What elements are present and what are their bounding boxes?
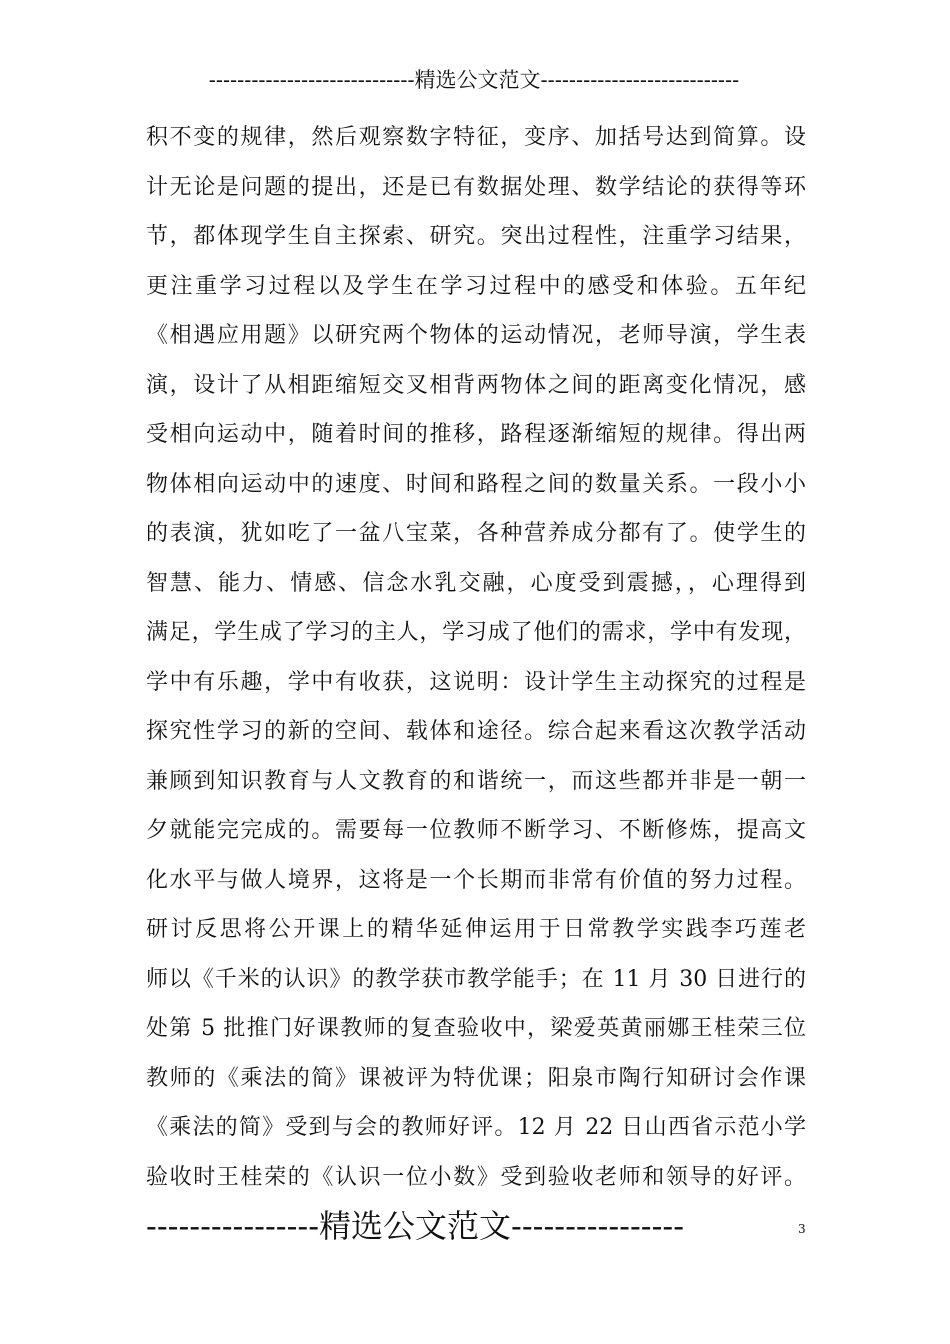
text-line: 《相遇应用题》以研究两个物体的运动情况，老师导演，学生表: [146, 323, 806, 348]
text-line: 积不变的规律，然后观察数字特征，变序、加括号达到简算。设: [146, 125, 806, 150]
page-footer: ----------------精选公文范文----------------: [146, 1207, 685, 1245]
text-line: 研讨反思将公开课上的精华延伸运用于日常教学实践李巧莲老: [146, 917, 806, 942]
text-line: 物体相向运动中的速度、时间和路程之间的数量关系。一段小小: [146, 471, 806, 497]
text-line: 的表演，犹如吃了一盆八宝菜，各种营养成分都有了。使学生的: [146, 521, 806, 546]
text-line: 《乘法的简》受到与会的教师好评。12 月 22 日山西省示范小学: [146, 1115, 806, 1140]
text-line: 兼顾到知识教育与人文教育的和谐统一，而这些都并非是一朝一: [146, 768, 806, 794]
text-line: 验收时王桂荣的《认识一位小数》受到验收老师和领导的好评。: [146, 1164, 806, 1190]
page-header: -----------------------------精选公文范文----------------------------: [208, 68, 740, 92]
text-line: 计无论是问题的提出，还是已有数据处理、数学结论的获得等环: [146, 174, 806, 200]
text-line: 满足，学生成了学习的主人，学习成了他们的需求，学中有发现，: [146, 620, 806, 645]
text-line: 教师的《乘法的简》课被评为特优课；阳泉市陶行知研讨会作课: [146, 1065, 806, 1091]
document-body: [146, 113, 806, 1202]
text-line: 探究性学习的新的空间、载体和途径。综合起来看这次教学活动: [146, 719, 806, 744]
text-line: 夕就能完完成的。需要每一位教师不断学习、不断修炼，提高文: [146, 818, 806, 843]
text-line: 智慧、能力、情感、信念水乳交融，心度受到震撼，，心理得到: [146, 570, 806, 596]
text-line: 受相向运动中，随着时间的推移，路程逐渐缩短的规律。得出两: [146, 422, 806, 447]
text-line: 处第 5 批推门好课教师的复查验收中，梁爱英黄丽娜王桂荣三位: [146, 1016, 806, 1041]
text-line: 化水平与做人境界，这将是一个长期而非常有价值的努力过程。: [146, 867, 806, 893]
text-line: 学中有乐趣，学中有收获，这说明：设计学生主动探究的过程是: [146, 669, 806, 695]
text-line: 师以《千米的认识》的教学获市教学能手；在 11 月 30 日进行的: [146, 966, 806, 992]
page-number: 3: [798, 1222, 806, 1236]
text-line: 更注重学习过程以及学生在学习过程中的感受和体验。五年纪: [146, 273, 806, 299]
text-line: 节，都体现学生自主探索、研究。突出过程性，注重学习结果，: [146, 224, 806, 249]
text-line: 演，设计了从相距缩短交叉相背两物体之间的距离变化情况，感: [146, 372, 806, 398]
